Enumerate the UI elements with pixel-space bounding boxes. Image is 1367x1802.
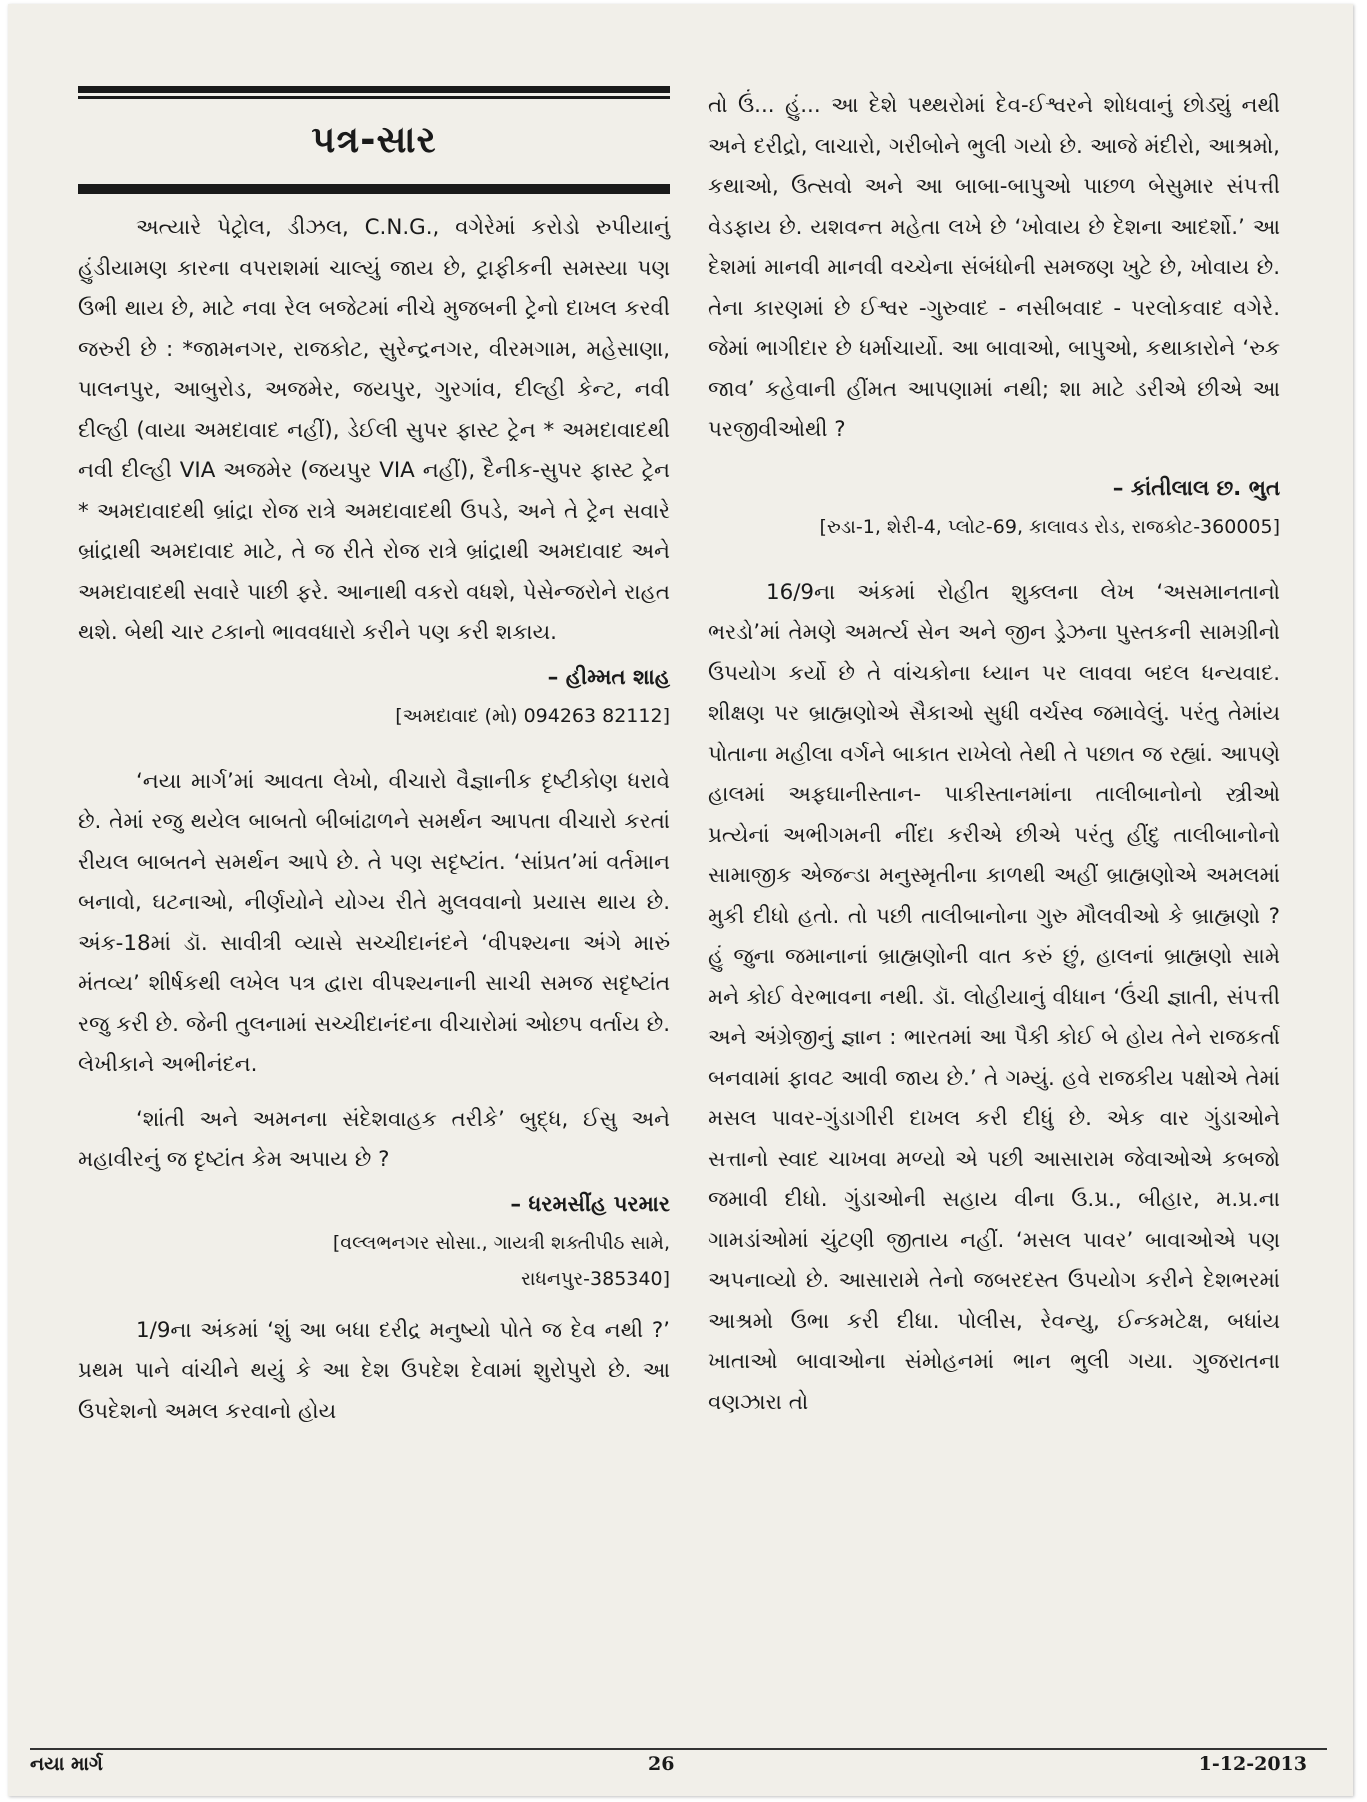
letter-3-body-start: 1/9ના અંકમાં ‘શું આ બધા દરીદ્ર મનુષ્યો પોતે જ દેવ નથી ?’ પ્રથમ પાને વાંચીને થયું કે આ દેશ ઉપદેશ દેવામાં શુરોપુરો છે. આ ઉપદેશનો અમલ કરવાનો હોય — [78, 1317, 670, 1424]
letter-3-address: [રુડા-1, શેરી-4, પ્લોટ-69, કાલાવડ રોડ, રાજકોટ-360005] — [819, 515, 1280, 538]
letter-2-body-2: ‘શાંતી અને અમનના સંદેશવાહક તરીકે’ બુદ્ધ, ઈસુ અને મહાવીરનું જ દૃષ્ટાંત કેમ અપાય છે ? — [78, 1106, 670, 1172]
letter-2-author: – ધરમસીંહ પરમાર — [510, 1191, 670, 1217]
letter-1-author: – હીમ્મત શાહ — [547, 664, 670, 690]
letter-2-address-line-1: [વલ્લભનગર સોસા., ગાયત્રી શક્તીપીઠ સામે, — [332, 1231, 670, 1254]
header-rule-bottom — [78, 187, 670, 194]
letter-2-address-line-2: રાધનપુર-385340] — [521, 1267, 670, 1290]
magazine-page — [8, 4, 1353, 1796]
footer-rule — [30, 1748, 1327, 1750]
footer-publication: નયા માર્ગ — [30, 1753, 103, 1775]
left-column — [78, 86, 670, 1432]
page-footer — [30, 1753, 1337, 1783]
letter-1-address: [અમદાવાદ (મો) 094263 82112] — [395, 704, 670, 727]
letter-1-body: અત્યારે પેટ્રોલ, ડીઝલ, C.N.G., વગેરેમાં કરોડો રુપીયાનું હુંડીયામણ કારના વપરાશમાં ચાલ્યું જાય છે, ટ્રાફીકની સમસ્યા પણ ઉભી થાય છે, માટે નવા રેલ બજેટમાં નીચે મુજબની ટ્રેનો દાખલ કરવી જરુરી છે : *જામનગર, રાજકોટ, સુરેન્દ્રનગર, વીરમગામ, મહેસાણા, પાલનપુર, આબુરોડ, અજમેર, જયપુર, ગુરગાંવ, દીલ્હી કેન્ટ, નવી દીલ્હી (વાયા અમદાવાદ નહીં), ડેઈલી સુપર ફાસ્ટ ટ્રેન * અમદાવાદથી નવી દીલ્હી VIA અજમેર (જયપુર VIA નહીં), દૈનીક-સુપર ફાસ્ટ ટ્રેન * અમદાવાદથી બ્રાંદ્રા રોજ રાત્રે અમદાવાદથી ઉપડે, અને તે ટ્રેન સવારે બ્રાંદ્રાથી અમદાવાદ માટે, તે જ રીતે રોજ રાત્રે બ્રાંદ્રાથી અમદાવાદ અને અમદાવાદથી સવારે પાછી ફરે. આનાથી વકરો વધશે, પેસેન્જરોને રાહત થશે. બેથી ચાર ટકાનો ભાવવધારો કરીને પણ કરી શકાય. — [78, 215, 670, 645]
letter-4-body: 16/9ના અંકમાં રોહીત શુક્લના લેખ ‘અસમાનતાનો ભરડો’માં તેમણે અમર્ત્ય સેન અને જીન ડ્રેઝના પુસ્તકની સામગ્રીનો ઉપયોગ કર્યો છે તે વાંચકોના ધ્યાન પર લાવવા બદલ ધન્યવાદ. શીક્ષણ પર બ્રાહ્મણોએ સૈકાઓ સુધી વર્ચસ્વ જમાવેલું. પરંતુ તેમાંય પોતાના મહીલા વર્ગને બાકાત રાખેલો તેથી તે પછાત જ રહ્યાં. આપણે હાલમાં અફઘાનીસ્તાન- પાકીસ્તાનમાંના તાલીબાનોનો સ્ત્રીઓ પ્રત્યેનાં અભીગમની નીંદા કરીએ છીએ પરંતુ હીંદુ તાલીબાનોનો સામાજીક એજન્ડા મનુસ્મૃતીના કાળથી અહીં બ્રાહ્મણોએ અમલમાં મુકી દીધો હતો. તો પછી તાલીબાનોના ગુરુ મૌલવીઓ કે બ્રાહ્મણો ? હું જુના જમાનાનાં બ્રાહ્મણોની વાત કરું છું, હાલનાં બ્રાહ્મણો સામે મને કોઈ વેરભાવના નથી. ડૉ. લોહીયાનું વીધાન ‘ઉંચી જ્ઞાતી, સંપત્તી અને અંગ્રેજીનું જ્ઞાન : ભારતમાં આ પૈકી કોઈ બે હોય તેને રાજકર્તા બનવામાં ફાવટ આવી જાય છે.’ તે ગમ્યું. હવે રાજકીય પક્ષોએ તેમાં મસલ પાવર-ગુંડાગીરી દાખલ કરી દીધું છે. એક વાર ગુંડાઓને સત્તાનો સ્વાદ ચાખવા મળ્યો એ પછી આસારામ જેવાઓએ કબજો જમાવી દીધો. ગુંડાઓની સહાય વીના ઉ.પ્ર., બીહાર, મ.પ્ર.ના ગામડાંઓમાં ચુંટણી જીતાય નહીં. ‘મસલ પાવર’ બાવાઓએ પણ અપનાવ્યો છે. આસારામે તેનો જબરદસ્ત ઉપયોગ કરીને દેશભરમાં આશ્રમો ઉભા કરી દીધા. પોલીસ, રેવન્યુ, ઈન્કમટેક્ષ, બધાંય ખાતાઓ બાવાઓના સંમોહનમાં ભાન ભુલી ગયા. ગુજરાતના વણઝારા તો — [708, 579, 1280, 1415]
footer-date: 1-12-2013 — [1198, 1753, 1307, 1775]
right-column — [708, 86, 1280, 1423]
letter-3-author: – કાંતીલાલ છ. ભુત — [1112, 475, 1280, 501]
header-rule-top — [78, 86, 670, 93]
letter-2-body: ‘નયા માર્ગ’માં આવતા લેખો, વીચારો વૈજ્ઞાનીક દૃષ્ટીકોણ ધરાવે છે. તેમાં રજુ થયેલ બાબતો બીબાંઢાળને સમર્થન આપતા વીચારો કરતાં રીયલ બાબતને સમર્થન આપે છે. તે પણ સદૃષ્ટાંત. ‘સાંપ્રત’માં વર્તમાન બનાવો, ઘટનાઓ, નીર્ણયોને યોગ્ય રીતે મુલવવાનો પ્રયાસ થાય છે. અંક-18માં ડૉ. સાવીત્રી વ્યાસે સચ્ચીદાનંદને ‘વીપશ્યના અંગે મારું મંતવ્ય’ શીર્ષકથી લખેલ પત્ર દ્વારા વીપશ્યનાની સાચી સમજ સદૃષ્ટાંત રજુ કરી છે. જેની તુલનામાં સચ્ચીદાનંદના વીચારોમાં ઓછપ વર્તાય છે. લેખીકાને અભીનંદન. — [78, 768, 670, 1077]
letter-3-body-cont: તો ઉં... હું... આ દેશે પથ્થરોમાં દેવ-ઈશ્વરને શોધવાનું છોડ્યું નથી અને દરીદ્રો, લાચારો, ગરીબોને ભુલી ગયો છે. આજે મંદીરો, આશ્રમો, કથાઓ, ઉત્સવો અને આ બાબા-બાપુઓ પાછળ બેસુમાર સંપત્તી વેડફાય છે. યશવન્ત મહેતા લખે છે ‘ખોવાય છે દેશના આદર્શો.’ આ દેશમાં માનવી માનવી વચ્ચેના સંબંધોની સમજણ ખુટે છે, ખોવાય છે. તેના કારણમાં છે ઈશ્વર -ગુરુવાદ - નસીબવાદ - પરલોકવાદ વગેરે. જેમાં ભાગીદાર છે ધર્માચાર્યો. આ બાવાઓ, બાપુઓ, કથાકારોને ‘રુક જાવ’ કહેવાની હીંમત આપણામાં નથી; શા માટે ડરીએ છીએ આ પરજીવીઓથી ? — [708, 93, 1280, 442]
footer-page-number: 26 — [648, 1753, 675, 1775]
section-title: પત્ર-સાર — [311, 118, 437, 161]
